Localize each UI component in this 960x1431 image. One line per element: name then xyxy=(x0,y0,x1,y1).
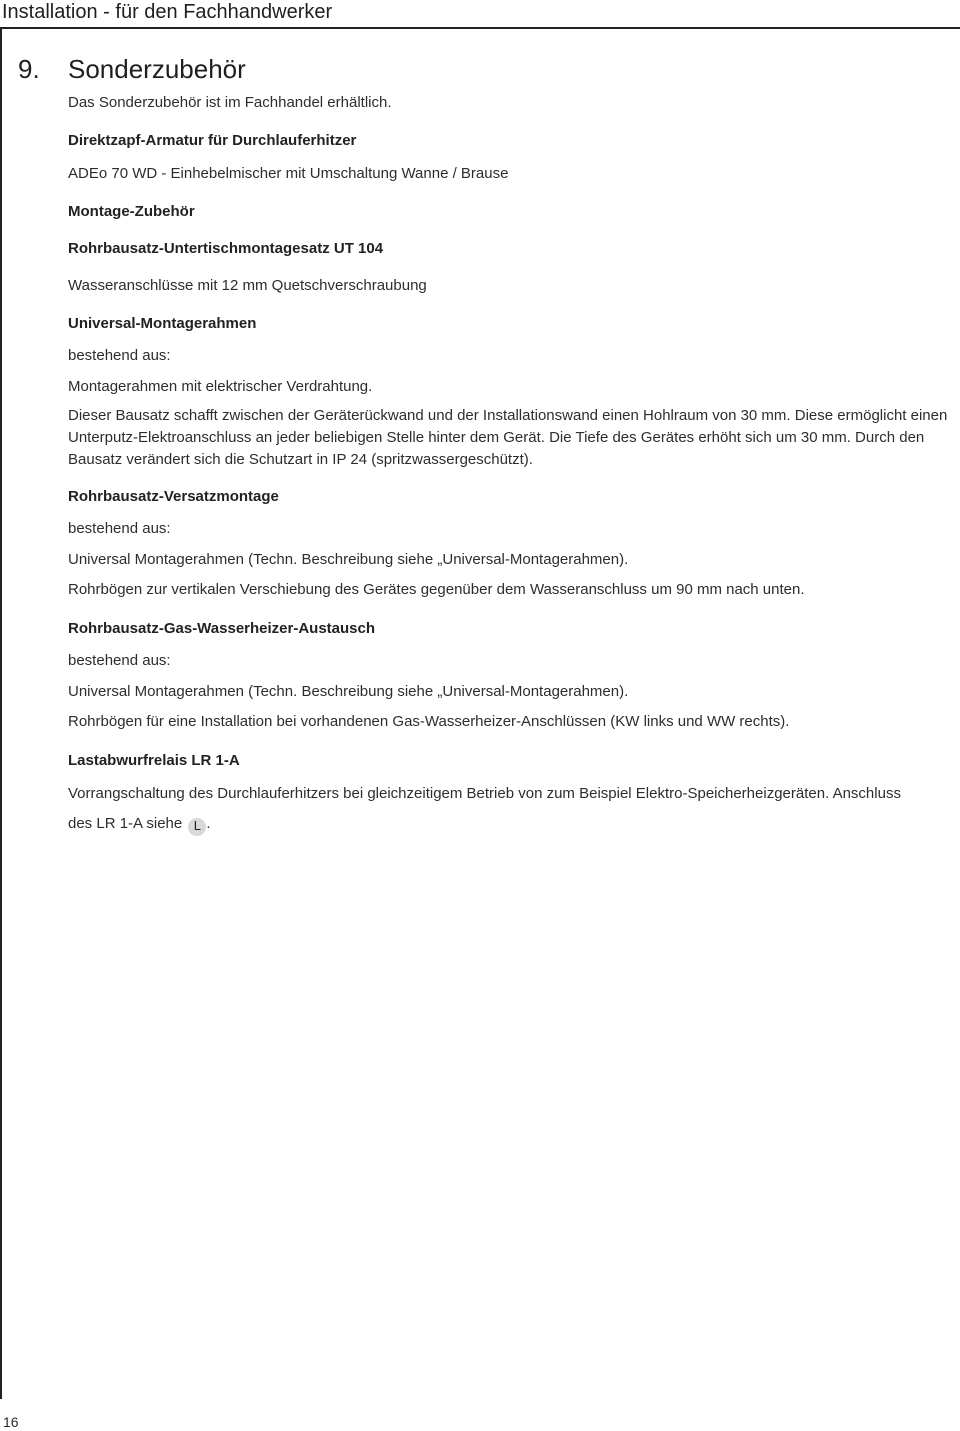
reference-l-icon: L xyxy=(188,818,206,836)
rohrbausatz-ut-heading: Rohrbausatz-Untertischmontagesatz UT 104 xyxy=(68,240,384,257)
universal-line-1: Montagerahmen mit elektrischer Verdrahtung. xyxy=(68,378,373,395)
section-title: Sonderzubehör xyxy=(68,54,246,84)
section-intro: Das Sonderzubehör ist im Fachhandel erhältlich. xyxy=(68,94,392,111)
lastabwurfrelais-heading: Lastabwurfrelais LR 1-A xyxy=(68,752,240,769)
versatz-line-1: Universal Montagerahmen (Techn. Beschreibung siehe „Universal-Montagerahmen). xyxy=(68,551,629,568)
versatz-bestehend-aus: bestehend aus: xyxy=(68,520,171,537)
versatz-line-2: Rohrbögen zur vertikalen Verschiebung des Gerätes gegenüber dem Wasseranschluss um 90 mm nach unten. xyxy=(68,581,805,598)
header-title: Installation - für den Fachhandwerker xyxy=(2,1,333,23)
lastab-line-2 xyxy=(68,813,211,836)
lastab-line-2-suffix: . xyxy=(206,815,211,832)
direktzapf-heading: Direktzapf-Armatur für Durchlauferhitzer xyxy=(68,132,357,149)
page-number: 16 xyxy=(3,1414,19,1430)
universal-montagerahmen-heading: Universal-Montagerahmen xyxy=(68,315,257,332)
left-margin-rule xyxy=(0,27,2,1399)
universal-paragraph: Dieser Bausatz schafft zwischen der Geräterückwand und der Installationswand einen Hohlraum von 30 mm. Diese ermöglicht einen Unterputz-Elektroanschluss an jeder beliebigen Stelle hinter dem Gerät. Die Tiefe des Gerätes erhöht sich um 30 mm. Durch den Bausatz verändert sich die Schutzart in IP 24 (spritzwassergeschützt). xyxy=(68,407,948,468)
header-divider xyxy=(0,27,960,29)
gas-bestehend-aus: bestehend aus: xyxy=(68,652,171,669)
lastab-line-1: Vorrangschaltung des Durchlauferhitzers bei gleichzeitigem Betrieb von zum Beispiel Elektro-Speicherheizgeräten. Anschluss xyxy=(68,785,901,802)
gas-line-1: Universal Montagerahmen (Techn. Beschreibung siehe „Universal-Montagerahmen). xyxy=(68,683,629,700)
lastab-line-2-prefix: des LR 1-A siehe xyxy=(68,815,183,832)
direktzapf-text: ADEo 70 WD - Einhebelmischer mit Umschaltung Wanne / Brause xyxy=(68,165,509,182)
montage-zubehoer-heading: Montage-Zubehör xyxy=(68,203,195,220)
versatzmontage-heading: Rohrbausatz-Versatzmontage xyxy=(68,488,279,505)
rohrbausatz-ut-text: Wasseranschlüsse mit 12 mm Quetschverschraubung xyxy=(68,277,427,294)
gas-line-2: Rohrbögen für eine Installation bei vorhandenen Gas-Wasserheizer-Anschlüssen (KW links und WW rechts). xyxy=(68,713,790,730)
section-number: 9. xyxy=(18,54,40,84)
universal-bestehend-aus: bestehend aus: xyxy=(68,347,171,364)
gas-wasserheizer-heading: Rohrbausatz-Gas-Wasserheizer-Austausch xyxy=(68,620,376,637)
